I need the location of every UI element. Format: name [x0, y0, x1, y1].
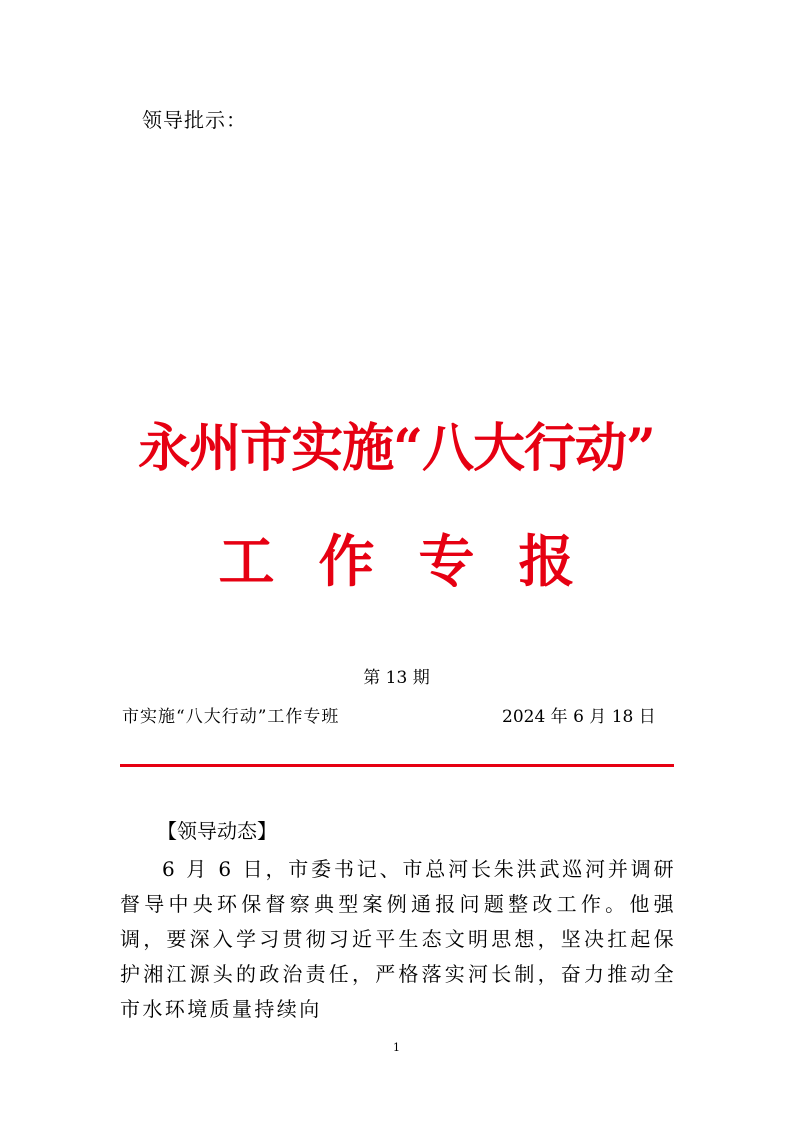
masthead-subtitle: 工作专报	[218, 529, 619, 595]
issue-date: 2024 年 6 月 18 日	[502, 707, 656, 727]
issuing-office: 市实施“八大行动”工作专班	[122, 707, 340, 727]
masthead-title: 永州市实施“八大行动”	[138, 418, 655, 479]
issue-number: 第 13 期	[363, 668, 430, 688]
section-heading: 【领导动态】	[157, 819, 277, 843]
section-body-paragraph: 6 月 6 日，市委书记、市总河长朱洪武巡河并调研督导中央环保督察典型案例通报问题整改工作。他强调，要深入学习贯彻习近平生态文明思想，坚决扛起保护湘江源头的政治责任，严格落实河长制，奋力推动全市水环境质量持续向	[120, 857, 676, 1021]
page-number: 1	[393, 1041, 400, 1054]
red-divider-line	[120, 764, 674, 767]
leader-instruction-label: 领导批示：	[142, 108, 247, 132]
